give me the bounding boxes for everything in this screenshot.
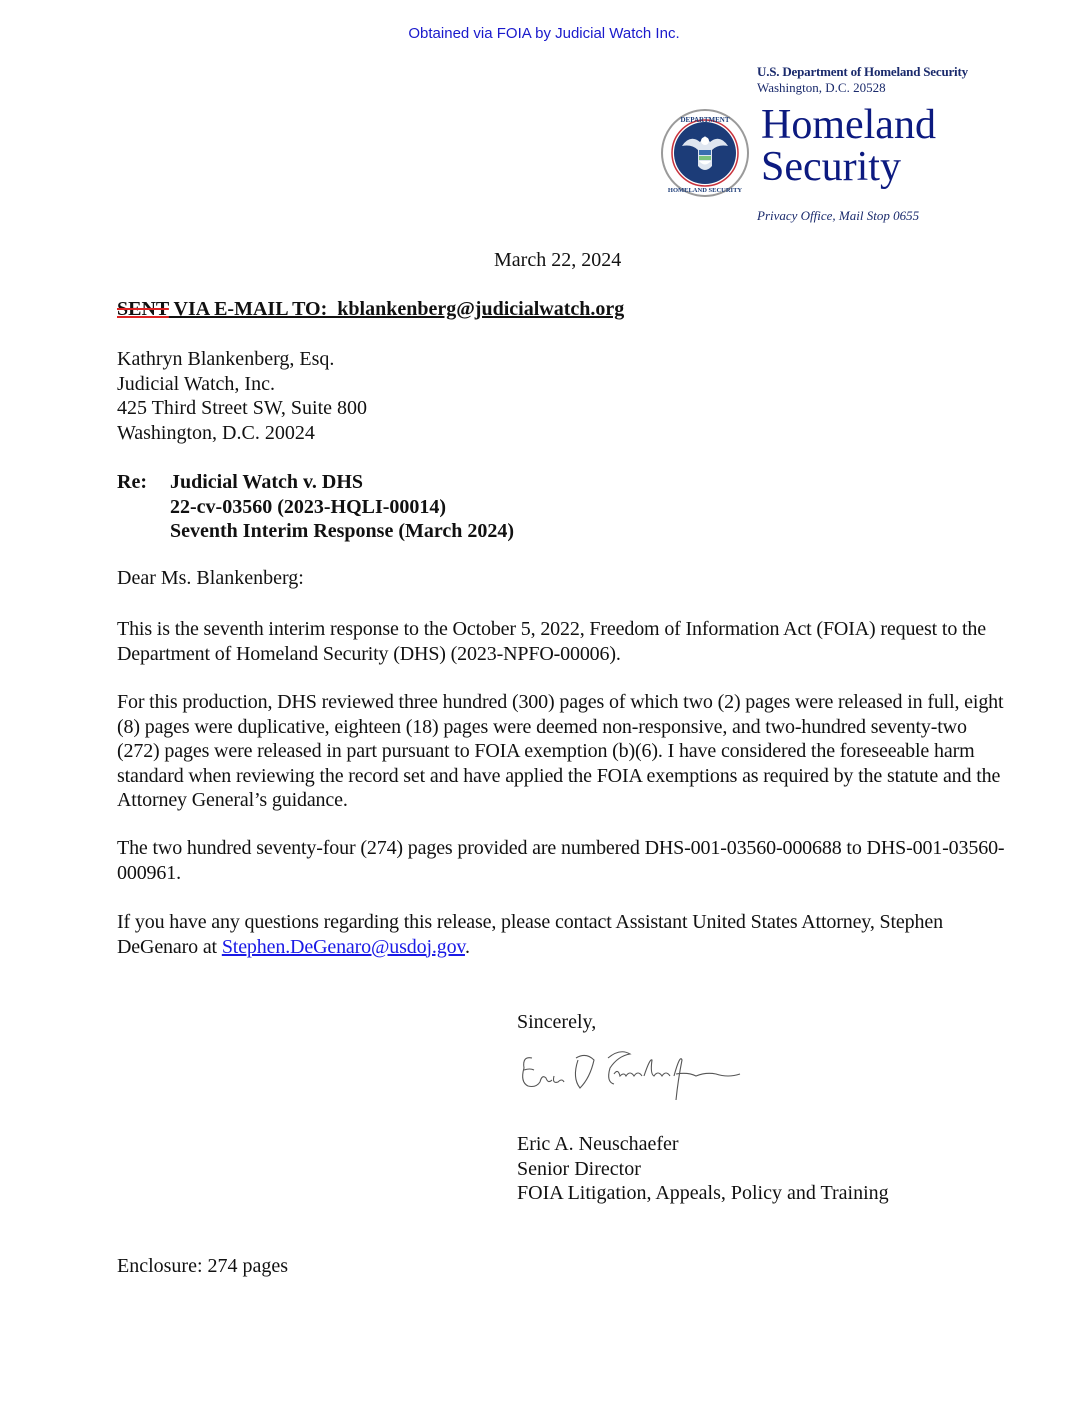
signer-block [517, 1132, 889, 1206]
letterhead-brand-homeland: Homeland [761, 102, 936, 148]
salutation: Dear Ms. Blankenberg: [117, 567, 304, 589]
recipient-name: Kathryn Blankenberg, Esq. [117, 348, 335, 370]
letterhead-department: U.S. Department of Homeland Security [757, 64, 968, 79]
contact-period: . [464, 935, 470, 958]
signer-office: FOIA Litigation, Appeals, Policy and Training [517, 1182, 889, 1204]
paragraph-intro: This is the seventh interim response to the October 5, 2022, Freedom of Information Act (FOIA) request to the Department of Homeland Security (DHS) (2023-NPFO-00006). [117, 618, 987, 665]
contact-text: If you have any questions regarding this release, please contact Assistant United States Attorney, Stephen DeGenaro at [117, 911, 943, 958]
re-response-title: Seventh Interim Response (March 2024) [170, 520, 515, 542]
letterhead-city: Washington, D.C. 20528 [757, 80, 886, 95]
letter-date: March 22, 2024 [494, 249, 622, 271]
signer-name: Eric A. Neuschaefer [517, 1133, 679, 1155]
re-case-name: Judicial Watch v. DHS [170, 471, 364, 493]
recipient-street: 425 Third Street SW, Suite 800 [117, 397, 367, 419]
paragraph-page-numbers: The two hundred seventy-four (274) pages provided are numbered DHS-001-03560-000688 to DHS-001-03560-000961. [117, 837, 1005, 884]
contact-email-link[interactable]: Stephen.DeGenaro@usdoj.gov [221, 935, 465, 958]
recipient-address [117, 347, 367, 445]
re-case-number: 22-cv-03560 (2023-HQLI-00014) [170, 495, 447, 518]
handwritten-signature-icon [510, 1038, 760, 1110]
recipient-city: Washington, D.C. 20024 [117, 421, 315, 444]
signer-title: Senior Director [517, 1157, 641, 1180]
delivery-email: VIA E-MAIL TO: kblankenberg@judicialwatch.org [168, 298, 625, 320]
re-label: Re: [117, 471, 147, 493]
paragraph-production: For this production, DHS reviewed three hundred (300) pages of which two (2) pages were released in full, eight (8) pages were duplicative, eighteen (18) pages were deemed non-responsive, and two-hundred seventy-two (272) pages were released in part pursuant to FOIA exemption (b)(6). I have considered the foreseeable harm standard when reviewing the record set and have applied the FOIA exemptions as required by the statute and the Attorney General’s guidance. [117, 691, 1004, 811]
closing-sincerely: Sincerely, [517, 1011, 597, 1033]
letterhead-brand-security: Security [761, 144, 901, 190]
struck-sent-word: SENT [117, 298, 169, 320]
recipient-org: Judicial Watch, Inc. [117, 372, 275, 395]
dhs-seal-icon [660, 108, 750, 198]
delivery-line [117, 297, 624, 322]
svg-text:DEPARTMENT: DEPARTMENT [680, 116, 730, 124]
foia-watermark: Obtained via FOIA by Judicial Watch Inc. [408, 25, 680, 42]
svg-text:HOMELAND SECURITY: HOMELAND SECURITY [667, 187, 743, 194]
re-block [117, 470, 515, 542]
paragraph-contact [117, 910, 1007, 959]
letterhead-office: Privacy Office, Mail Stop 0655 [757, 208, 920, 223]
enclosure-note: Enclosure: 274 pages [117, 1255, 289, 1277]
